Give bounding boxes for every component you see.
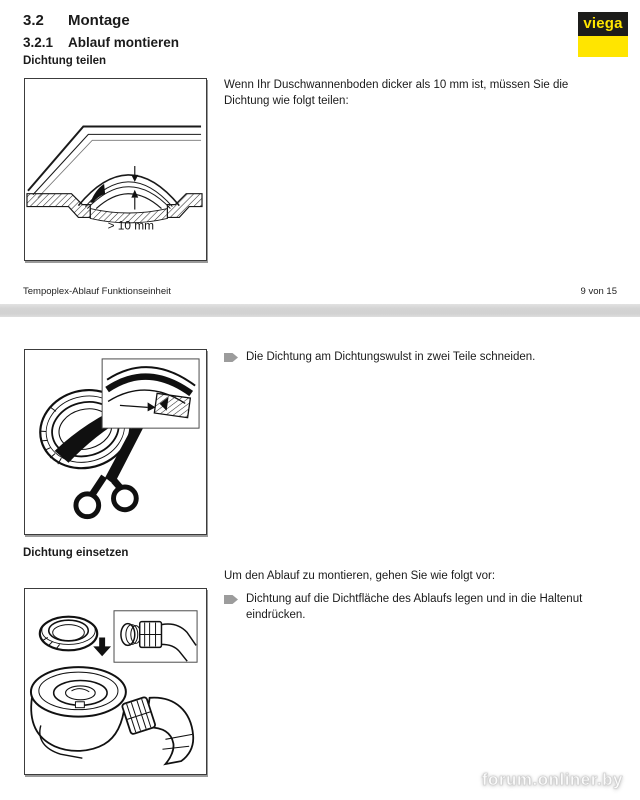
step-arrow-icon (224, 350, 238, 366)
subsection-title: Ablauf montieren (68, 35, 180, 50)
heading-dichtung-einsetzen: Dichtung einsetzen (23, 547, 129, 559)
step-arrow-icon (224, 592, 238, 623)
paragraph-seal-split: Wenn Ihr Duschwannenboden dicker als 10 mm ist, müssen Sie die Dichtung wie folgt teilen: (224, 79, 569, 107)
instruction-cut-seal (224, 350, 624, 366)
instruction-cut-seal-text: Die Dichtung am Dichtungswulst in zwei Teile schneiden. (246, 351, 536, 363)
footer-document-title: Tempoplex-Ablauf Funktionseinheit (23, 286, 171, 297)
viega-logo (578, 12, 628, 57)
footer-page-indicator: 9 von 15 (580, 286, 617, 297)
heading-dichtung-teilen: Dichtung teilen (23, 55, 107, 67)
paragraph-mount-intro: Um den Ablauf zu montieren, gehen Sie wie folgt vor: (224, 570, 496, 582)
section-title: Montage (68, 12, 130, 29)
figure-dimension-label: > 10 mm (107, 218, 155, 233)
subsection-number: 3.2.1 (23, 35, 54, 50)
viega-logo-yellow-block (578, 36, 628, 57)
subsection-heading (23, 35, 179, 50)
figure-cut-seal-with-scissors (24, 349, 207, 535)
instruction-insert-seal (224, 592, 602, 623)
figure-drain-insert-seal (24, 588, 207, 775)
section-heading (23, 12, 130, 29)
watermark: forum.onliner.by (481, 770, 623, 789)
page-separator (0, 304, 640, 317)
figure-tray-cross-section (24, 78, 207, 261)
instruction-insert-seal-text: Dichtung auf die Dichtfläche des Ablaufs legen und in die Haltenut eindrücken. (246, 593, 583, 621)
section-number: 3.2 (23, 12, 44, 29)
viega-logo-wordmark: viega (578, 12, 628, 36)
